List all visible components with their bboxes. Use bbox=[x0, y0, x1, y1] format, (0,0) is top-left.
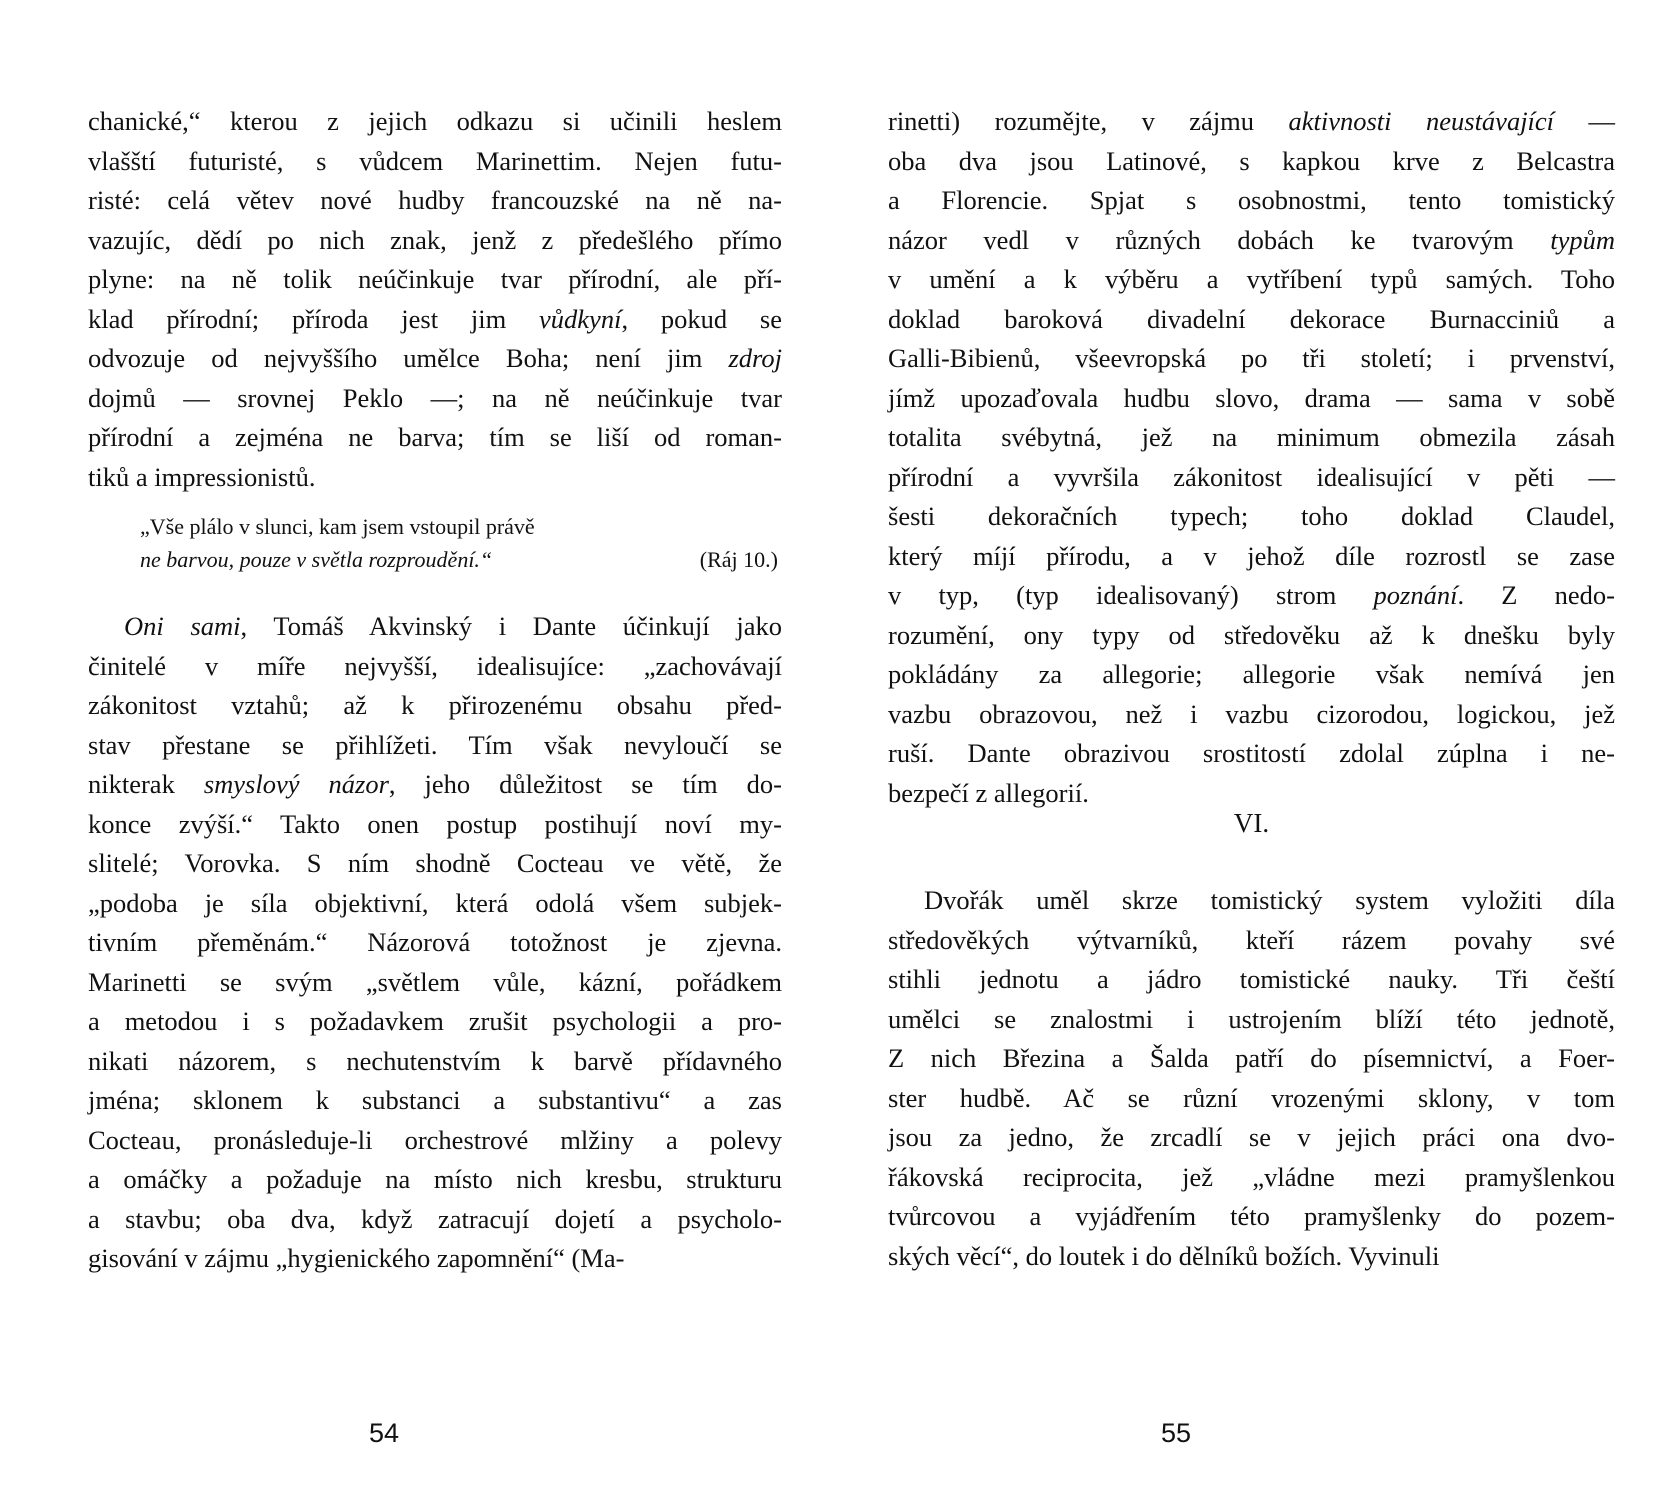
quote-line-1: „Vše plálo v slunci, kam jsem vstoupil právě bbox=[140, 514, 535, 539]
line-text: — bbox=[1554, 106, 1615, 136]
line-text: , Tomáš Akvinský i Dante účinkují jako bbox=[240, 611, 782, 641]
text-line: rozumění, ony typy od středověku až k dnešku byly bbox=[888, 619, 1615, 650]
text-line: plyne: na ně tolik neúčinkuje tvar přírodní, ale pří- bbox=[88, 264, 782, 294]
text-line bbox=[88, 607, 782, 647]
text-line: risté: celá větev nové hudby francouzské na ně na- bbox=[88, 185, 782, 215]
text-line: totalita svébytná, jež na minimum obmezila zásah bbox=[888, 422, 1615, 452]
text-line: v umění a k výběru a vytříbení typů samých. Toho bbox=[888, 264, 1615, 294]
emphasis-text: vůdkyní bbox=[539, 303, 622, 334]
text-line: jsou za jedno, že zrcadlí se v jejich práci ona dvo- bbox=[888, 1122, 1615, 1152]
text-line: přírodní a zejména ne barva; tím se liší od roman- bbox=[88, 422, 782, 452]
line-text: . Z nedo- bbox=[1457, 580, 1615, 610]
text-line: doklad baroková divadelní dekorace Burnacciniů a bbox=[888, 303, 1615, 334]
text-line: pokládány za allegorie; allegorie však nemívá jen bbox=[888, 659, 1615, 689]
text-line: řákovská reciprocita, jež „vládne mezi pramyšlenkou bbox=[888, 1161, 1615, 1192]
text-line: stihli jednotu a jádro tomistické nauky. Tři čeští bbox=[888, 964, 1615, 994]
text-line bbox=[888, 576, 1615, 616]
text-line: oba dva jsou Latinové, s kapkou krve z Belcastra bbox=[888, 145, 1615, 176]
text-line: „podoba je síla objektivní, která odolá všem subjek- bbox=[88, 887, 782, 918]
line-text: rinetti) rozumějte, v zájmu bbox=[888, 106, 1289, 136]
text-line bbox=[888, 102, 1615, 142]
line-text: odvozuje od nejvyššího umělce Boha; není jim bbox=[88, 343, 729, 373]
text-line: Marinetti se svým „světlem vůle, kázní, pořádkem bbox=[88, 966, 782, 997]
text-line: který míjí přírodu, a v jehož díle rozrostl se zase bbox=[888, 540, 1615, 571]
text-line: a stavbu; oba dva, když zatracují dojetí a psycholo- bbox=[88, 1203, 782, 1234]
text-line: středověkých výtvarníků, kteří rázem povahy své bbox=[888, 924, 1615, 955]
text-line: jména; sklonem k substanci a substantivu“ a zas bbox=[88, 1085, 782, 1115]
text-line: a omáčky a požaduje na místo nich kresbu, strukturu bbox=[88, 1164, 782, 1194]
text-line: zákonitost vztahů; až k přirozenému obsahu před- bbox=[88, 690, 782, 720]
text-line: vazujíc, dědí po nich znak, jenž z předešlého přímo bbox=[88, 224, 782, 255]
line-text: v typ, (typ idealisovaný) strom bbox=[888, 580, 1374, 610]
text-line: chanické,“ kterou z jejich odkazu si učinili heslem bbox=[88, 106, 782, 136]
text-line bbox=[888, 221, 1615, 261]
emphasis-text: typům bbox=[1550, 224, 1615, 255]
line-text: názor vedl v různých dobách ke tvarovým bbox=[888, 224, 1551, 255]
text-line: tivním přeměnám.“ Názorová totožnost je zjevna. bbox=[88, 927, 782, 957]
text-line: šesti dekoračních typech; toho doklad Claudel, bbox=[888, 501, 1615, 531]
quote-reference: (Ráj 10.) bbox=[699, 547, 778, 572]
text-line: gisování v zájmu „hygienického zapomnění“ (Ma- bbox=[88, 1243, 625, 1273]
text-line: bezpečí z allegorií. bbox=[888, 777, 1089, 808]
line-text: nikterak bbox=[88, 769, 204, 799]
text-line: jímž upozaďovala hudbu slovo, drama — sama v sobě bbox=[888, 382, 1615, 413]
emphasis-text: smyslový názor bbox=[203, 769, 389, 799]
text-line: činitelé v míře nejvyšší, idealisujíce: „zachovávají bbox=[88, 650, 782, 681]
line-text: klad přírodní; příroda jest jim bbox=[88, 303, 540, 334]
emphasis-text: aktivnosti neustávající bbox=[1288, 106, 1555, 136]
line-text: , jeho důležitost se tím do- bbox=[388, 769, 782, 799]
right-page bbox=[888, 0, 1615, 1500]
text-line bbox=[88, 765, 782, 805]
quote-line-2-text: ne barvou, pouze v světla rozproudění.“ bbox=[140, 547, 493, 572]
text-line: nikati názorem, s nechutenstvím k barvě přídavného bbox=[88, 1045, 782, 1076]
verse-quote bbox=[140, 510, 778, 576]
text-line: a Florencie. Spjat s osobnostmi, tento tomistický bbox=[888, 185, 1615, 215]
text-line: Galli-Bibienů, všeevropská po tři století; i prvenství, bbox=[888, 343, 1615, 373]
line-text: , pokud se bbox=[621, 303, 782, 334]
text-line: tiků a impressionistů. bbox=[88, 461, 316, 492]
text-line: Cocteau, pronásleduje-li orchestrové mlžiny a polevy bbox=[88, 1124, 782, 1155]
left-page bbox=[88, 0, 782, 1500]
text-line: Dvořák uměl skrze tomistický system vyložiti díla bbox=[924, 885, 1615, 915]
section-heading: VI. bbox=[1233, 808, 1270, 838]
text-line: ster hudbě. Ač se různí vrozenými sklony, v tom bbox=[888, 1082, 1615, 1113]
emphasis-text: zdroj bbox=[728, 343, 782, 373]
page-number-right: 55 bbox=[1161, 1418, 1192, 1448]
quote-line-2 bbox=[140, 543, 778, 576]
right-paragraph-2 bbox=[888, 881, 1615, 1276]
text-line: a metodou i s požadavkem zrušit psychologii a pro- bbox=[88, 1006, 782, 1036]
right-paragraph-1 bbox=[888, 102, 1615, 813]
text-line: dojmů — srovnej Peklo —; na ně neúčinkuje tvar bbox=[88, 382, 782, 413]
text-line: vazbu obrazovou, než i vazbu cizorodou, logickou, jež bbox=[888, 698, 1615, 729]
text-line: stav přestane se přihlížeti. Tím však nevyloučí se bbox=[88, 729, 782, 760]
text-line: tvůrcovou a vyjádřením této pramyšlenky do pozem- bbox=[888, 1201, 1615, 1231]
text-line bbox=[88, 339, 782, 379]
text-line: ruší. Dante obrazivou srostitostí zdolal zúplna i ne- bbox=[888, 738, 1615, 768]
text-line: vlašští futuristé, s vůdcem Marinettim. Nejen futu- bbox=[88, 145, 782, 176]
text-line bbox=[88, 300, 782, 340]
page-number-left: 54 bbox=[369, 1418, 400, 1448]
emphasis-text: poznání bbox=[1373, 580, 1458, 610]
emphasis-text: Oni sami bbox=[124, 611, 241, 641]
text-line: Z nich Březina a Šalda patří do písemnictví, a Foer- bbox=[888, 1043, 1615, 1073]
text-line: konce zvýší.“ Takto onen postup postihují noví my- bbox=[88, 808, 782, 839]
text-line: ských věcí“, do loutek i do dělníků božích. Vyvinuli bbox=[888, 1240, 1440, 1271]
text-line: slitelé; Vorovka. S ním shodně Cocteau ve větě, že bbox=[88, 848, 782, 878]
text-line: přírodní a vyvršila zákonitost idealisující v pěti — bbox=[888, 461, 1615, 492]
text-line: umělci se znalostmi i ustrojením blíží této jednotě, bbox=[888, 1003, 1615, 1034]
left-paragraph-1 bbox=[88, 102, 782, 497]
left-paragraph-2 bbox=[88, 607, 782, 1279]
